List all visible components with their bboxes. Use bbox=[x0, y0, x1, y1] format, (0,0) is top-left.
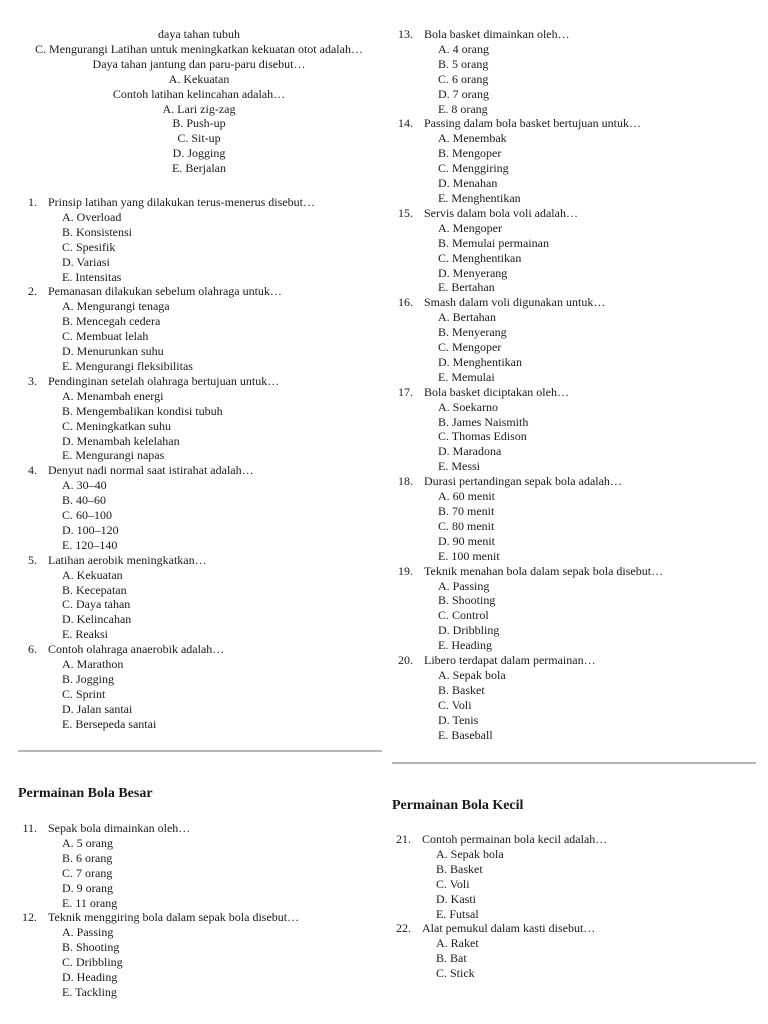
answer-option: D. 90 menit bbox=[438, 533, 495, 548]
answer-option: D. Kelincahan bbox=[62, 612, 132, 627]
question-header bbox=[390, 564, 663, 579]
question-number: 18. bbox=[398, 474, 413, 489]
question-text: Passing dalam bola basket bertujuan untuk… bbox=[424, 116, 641, 131]
answer-option: E. Baseball bbox=[438, 727, 493, 742]
question-header bbox=[14, 463, 315, 478]
question-number: 17. bbox=[398, 384, 413, 399]
bola-besar-question-list bbox=[14, 821, 299, 1000]
answer-option: B. Mencegah cedera bbox=[62, 314, 161, 329]
answer-option: B. Kecepatan bbox=[62, 582, 127, 597]
answer-option: B. 6 orang bbox=[62, 850, 113, 865]
question-number: 5. bbox=[28, 552, 37, 567]
question-header bbox=[390, 206, 663, 221]
answer-option: D. Dribbling bbox=[438, 623, 500, 638]
answer-option: D. Menurunkan suhu bbox=[62, 344, 164, 359]
answer-option: C. 60–100 bbox=[62, 508, 113, 523]
answer-option: E. 11 orang bbox=[62, 895, 118, 910]
answer-option: A. Soekarno bbox=[438, 399, 498, 414]
question-item bbox=[390, 295, 663, 384]
question-number: 22. bbox=[396, 921, 411, 936]
intro-line: A. Kekuatan bbox=[168, 71, 230, 86]
question-text: Teknik menahan bola dalam sepak bola disebut… bbox=[424, 563, 664, 578]
answer-option: E. 120–140 bbox=[62, 537, 118, 552]
question-text: Denyut nadi normal saat istirahat adalah… bbox=[48, 463, 254, 478]
answer-option: E. 100 menit bbox=[438, 548, 500, 563]
answer-option: C. Menghentikan bbox=[438, 250, 522, 265]
answer-option: D. Kasti bbox=[436, 891, 476, 906]
question-number: 4. bbox=[28, 463, 37, 478]
answer-option: E. Memulai bbox=[438, 369, 495, 384]
question-text: Prinsip latihan yang dilakukan terus-menerus disebut… bbox=[48, 195, 315, 209]
question-item bbox=[14, 642, 315, 731]
answer-option: B. Mengembalikan kondisi tubuh bbox=[62, 403, 223, 418]
question-header bbox=[14, 642, 315, 657]
question-item bbox=[14, 374, 315, 463]
question-header bbox=[14, 284, 315, 299]
answer-option: E. Futsal bbox=[436, 906, 479, 921]
question-text: Pendinginan setelah olahraga bertujuan untuk… bbox=[48, 373, 280, 388]
answer-option: A. Overload bbox=[62, 209, 122, 224]
question-header bbox=[390, 116, 663, 131]
question-text: Bola basket dimainkan oleh… bbox=[424, 27, 570, 41]
question-header bbox=[390, 653, 663, 668]
answer-option: C. Dribbling bbox=[62, 955, 123, 970]
intro-block bbox=[14, 0, 384, 176]
answer-option: D. 9 orang bbox=[62, 880, 113, 895]
answer-option: C. 7 orang bbox=[62, 865, 113, 880]
answer-option: B. James Naismith bbox=[438, 414, 529, 429]
question-text: Teknik menggiring bola dalam sepak bola disebut… bbox=[48, 910, 300, 925]
answer-option: B. Mengoper bbox=[438, 146, 502, 161]
answer-option: C. 6 orang bbox=[438, 71, 489, 86]
right-question-list bbox=[390, 27, 663, 743]
bola-kecil-question-list bbox=[388, 832, 607, 981]
answer-option: D. Maradona bbox=[438, 444, 502, 459]
answer-option: C. Mengoper bbox=[438, 340, 502, 355]
question-number: 1. bbox=[28, 195, 37, 209]
answer-option: A. Mengoper bbox=[438, 220, 502, 235]
answer-option: D. Tenis bbox=[438, 712, 479, 727]
question-item bbox=[14, 553, 315, 642]
left-question-list bbox=[14, 195, 315, 732]
answer-option: D. 100–120 bbox=[62, 522, 119, 537]
question-number: 14. bbox=[398, 116, 413, 131]
question-number: 3. bbox=[28, 373, 37, 388]
answer-option: E. Bersepeda santai bbox=[62, 716, 157, 731]
question-header bbox=[390, 27, 663, 42]
answer-option: B. Memulai permainan bbox=[438, 235, 549, 250]
question-item bbox=[390, 27, 663, 116]
answer-option: A. 4 orang bbox=[438, 41, 489, 56]
answer-option: C. Thomas Edison bbox=[438, 429, 527, 444]
intro-line: B. Push-up bbox=[172, 116, 226, 131]
divider-right bbox=[392, 762, 756, 764]
answer-option: E. Reaksi bbox=[62, 627, 108, 642]
answer-option: A. Menembak bbox=[438, 131, 507, 146]
answer-option: A. Mengurangi tenaga bbox=[62, 299, 170, 314]
answer-option: E. Tackling bbox=[62, 984, 117, 999]
question-item bbox=[14, 910, 299, 999]
question-text: Durasi pertandingan sepak bola adalah… bbox=[424, 474, 622, 489]
question-number: 19. bbox=[398, 563, 413, 578]
question-item bbox=[390, 206, 663, 295]
intro-line: C. Sit-up bbox=[177, 131, 221, 146]
question-header bbox=[390, 295, 663, 310]
answer-option: C. Spesifik bbox=[62, 239, 116, 254]
question-item bbox=[388, 832, 607, 921]
question-item bbox=[14, 463, 315, 552]
intro-line: Contoh latihan kelincahan adalah… bbox=[112, 86, 286, 101]
answer-option: B. 70 menit bbox=[438, 504, 495, 518]
answer-option: D. 7 orang bbox=[438, 86, 489, 101]
question-text: Servis dalam bola voli adalah… bbox=[424, 205, 578, 220]
intro-line: daya tahan tubuh bbox=[158, 27, 240, 41]
answer-option: C. 80 menit bbox=[438, 518, 495, 533]
left-column bbox=[14, 0, 384, 731]
question-item bbox=[388, 921, 607, 981]
answer-option: B. Jogging bbox=[62, 672, 115, 686]
answer-option: C. Menggiring bbox=[438, 161, 509, 176]
answer-option: B. 40–60 bbox=[62, 493, 107, 508]
question-text: Smash dalam voli digunakan untuk… bbox=[424, 295, 606, 310]
answer-option: D. Jalan santai bbox=[62, 701, 133, 716]
intro-line: E. Berjalan bbox=[172, 161, 226, 176]
question-number: 2. bbox=[28, 284, 37, 299]
answer-option: A. Menambah energi bbox=[62, 388, 164, 403]
answer-option: D. Menambah kelelahan bbox=[62, 433, 180, 448]
question-header bbox=[388, 832, 607, 847]
question-header bbox=[14, 374, 315, 389]
answer-option: A. Passing bbox=[438, 578, 490, 593]
question-item bbox=[390, 474, 663, 563]
question-item bbox=[14, 195, 315, 284]
question-number: 13. bbox=[398, 27, 413, 41]
question-text: Pemanasan dilakukan sebelum olahraga untuk… bbox=[48, 284, 282, 299]
answer-option: D. Menahan bbox=[438, 176, 498, 191]
answer-option: E. Bertahan bbox=[438, 280, 495, 295]
question-item bbox=[390, 116, 663, 205]
section-title-bola-kecil: Permainan Bola Kecil bbox=[392, 798, 524, 813]
question-header bbox=[390, 385, 663, 400]
answer-option: E. Messi bbox=[438, 459, 480, 474]
answer-option: E. 8 orang bbox=[438, 101, 488, 116]
question-header bbox=[14, 910, 299, 925]
answer-option: B. Konsistensi bbox=[62, 224, 133, 239]
answer-option: C. Membuat lelah bbox=[62, 329, 149, 344]
answer-option: A. Sepak bola bbox=[438, 667, 506, 682]
answer-option: B. Menyerang bbox=[438, 325, 507, 340]
answer-option: A. 5 orang bbox=[62, 835, 113, 850]
answer-option: A. Raket bbox=[436, 936, 479, 951]
question-number: 6. bbox=[28, 642, 37, 657]
answer-option: A. Marathon bbox=[62, 657, 124, 672]
answer-option: B. Shooting bbox=[62, 940, 120, 955]
answer-option: C. Meningkatkan suhu bbox=[62, 418, 171, 433]
answer-option: A. Sepak bola bbox=[436, 846, 504, 861]
answer-option: C. Voli bbox=[436, 876, 470, 891]
question-number: 16. bbox=[398, 295, 413, 310]
answer-option: A. Passing bbox=[62, 925, 114, 940]
answer-option: C. Daya tahan bbox=[62, 597, 131, 612]
question-item bbox=[390, 385, 663, 474]
answer-option: B. Shooting bbox=[438, 593, 496, 608]
answer-option: B. 5 orang bbox=[438, 56, 489, 71]
question-item bbox=[390, 564, 663, 653]
question-text: Libero terdapat dalam permainan… bbox=[424, 653, 596, 668]
question-number: 12. bbox=[22, 910, 37, 925]
answer-option: B. Bat bbox=[436, 951, 467, 966]
question-header bbox=[390, 474, 663, 489]
question-item bbox=[14, 284, 315, 373]
question-text: Bola basket diciptakan oleh… bbox=[424, 384, 569, 399]
answer-option: E. Mengurangi fleksibilitas bbox=[62, 358, 193, 373]
question-header bbox=[388, 921, 607, 936]
divider-left bbox=[18, 750, 382, 752]
question-text: Latihan aerobik meningkatkan… bbox=[48, 552, 207, 567]
answer-option: C. Control bbox=[438, 608, 489, 623]
question-item bbox=[14, 821, 299, 910]
answer-option: A. 30–40 bbox=[62, 478, 107, 493]
intro-line: A. Lari zig-zag bbox=[162, 101, 236, 116]
answer-option: C. Voli bbox=[438, 697, 472, 712]
question-header bbox=[14, 195, 315, 210]
answer-option: D. Variasi bbox=[62, 254, 110, 269]
answer-option: B. Basket bbox=[436, 861, 483, 876]
answer-option: D. Menghentikan bbox=[438, 354, 522, 369]
answer-option: A. Kekuatan bbox=[62, 567, 123, 582]
question-number: 21. bbox=[396, 832, 411, 846]
answer-option: B. Basket bbox=[438, 682, 485, 697]
question-text: Contoh olahraga anaerobik adalah… bbox=[48, 642, 225, 657]
intro-line: D. Jogging bbox=[172, 146, 226, 161]
answer-option: A. 60 menit bbox=[438, 489, 495, 504]
question-header bbox=[14, 821, 299, 836]
answer-option: E. Menghentikan bbox=[438, 190, 521, 205]
answer-option: D. Menyerang bbox=[438, 265, 508, 280]
answer-option: C. Stick bbox=[436, 966, 475, 981]
answer-option: E. Heading bbox=[438, 638, 492, 653]
question-number: 11. bbox=[22, 821, 37, 835]
question-number: 20. bbox=[398, 653, 413, 668]
section-title-bola-besar: Permainan Bola Besar bbox=[18, 786, 153, 801]
question-item bbox=[390, 653, 663, 742]
answer-option: D. Heading bbox=[62, 970, 118, 985]
question-text: Contoh permainan bola kecil adalah… bbox=[422, 832, 608, 846]
intro-line: Daya tahan jantung dan paru-paru disebut… bbox=[92, 56, 306, 71]
answer-option: A. Bertahan bbox=[438, 310, 496, 325]
intro-line: C. Mengurangi Latihan untuk meningkatkan kekuatan otot adalah… bbox=[35, 41, 363, 56]
question-number: 15. bbox=[398, 205, 413, 220]
question-text: Sepak bola dimainkan oleh… bbox=[48, 821, 191, 835]
question-text: Alat pemukul dalam kasti disebut… bbox=[422, 921, 596, 936]
answer-option: C. Sprint bbox=[62, 686, 106, 701]
answer-option: E. Mengurangi napas bbox=[62, 448, 165, 463]
question-header bbox=[14, 553, 315, 568]
answer-option: E. Intensitas bbox=[62, 269, 122, 284]
